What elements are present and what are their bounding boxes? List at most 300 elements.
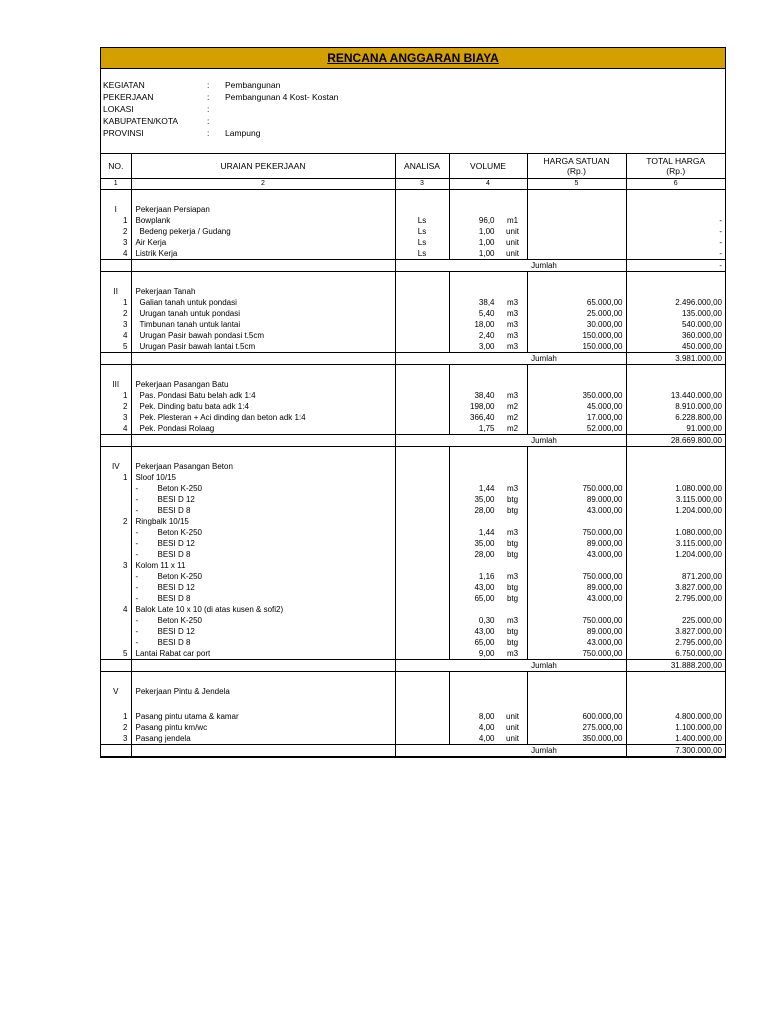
item-total-price: 135.000,00 bbox=[626, 308, 725, 319]
item-volume-unit: m3 bbox=[506, 297, 519, 307]
item-description bbox=[131, 237, 395, 248]
blank-cell bbox=[449, 461, 527, 472]
blank-cell bbox=[626, 447, 725, 462]
item-unit-price: 89.000,00 bbox=[527, 538, 626, 549]
blank-cell bbox=[101, 365, 131, 380]
item-volume bbox=[449, 330, 527, 341]
blank-cell bbox=[101, 435, 131, 447]
item-description-text: Listrik Kerja bbox=[135, 248, 178, 258]
table-row bbox=[101, 472, 725, 483]
info-value: Lampung bbox=[225, 128, 261, 138]
table-row bbox=[101, 593, 725, 604]
item-volume-value: 43,00 bbox=[474, 582, 495, 592]
table-row bbox=[101, 582, 725, 593]
blank-cell bbox=[131, 272, 395, 287]
item-description-text: BESI D 8 bbox=[157, 505, 191, 515]
item-total-price bbox=[626, 604, 725, 615]
item-volume bbox=[449, 516, 527, 527]
item-description bbox=[131, 308, 395, 319]
blank-row bbox=[101, 697, 725, 711]
item-description bbox=[131, 226, 395, 237]
blank-cell bbox=[449, 286, 527, 297]
header-harga-satuan-label: HARGA SATUAN bbox=[543, 156, 610, 166]
item-number: 2 bbox=[123, 401, 128, 411]
blank-cell bbox=[527, 272, 626, 287]
item-description bbox=[131, 494, 395, 505]
item-volume-value: 0,30 bbox=[478, 615, 495, 625]
item-analisa bbox=[395, 330, 449, 341]
item-total-price: - bbox=[626, 237, 725, 248]
item-analisa bbox=[395, 412, 449, 423]
item-number: 3 bbox=[123, 560, 128, 570]
item-number bbox=[101, 637, 131, 648]
item-volume-unit: btg bbox=[506, 626, 519, 636]
item-total-price: 1.080.000,00 bbox=[626, 483, 725, 494]
blank-cell bbox=[527, 190, 626, 205]
item-volume-unit: unit bbox=[506, 226, 519, 236]
item-dash: - bbox=[135, 494, 139, 504]
item-volume bbox=[449, 571, 527, 582]
blank-cell bbox=[101, 353, 131, 365]
item-number: 4 bbox=[123, 604, 128, 614]
item-description bbox=[131, 516, 395, 527]
item-description-text: BESI D 8 bbox=[157, 549, 191, 559]
blank-row bbox=[101, 447, 725, 462]
item-analisa bbox=[395, 401, 449, 412]
blank-cell bbox=[626, 686, 725, 697]
table-row bbox=[101, 390, 725, 401]
item-description-text: Pek. Pondasi Rolaag bbox=[139, 423, 215, 433]
item-volume-unit: btg bbox=[506, 582, 519, 592]
subtotal-value: 31.888.200,00 bbox=[626, 660, 725, 672]
info-row bbox=[103, 79, 280, 91]
section-number: IV bbox=[111, 461, 120, 471]
item-unit-price bbox=[527, 215, 626, 226]
item-analisa bbox=[395, 733, 449, 745]
item-description-text: Beton K-250 bbox=[157, 483, 202, 493]
item-dash: - bbox=[135, 615, 139, 625]
blank-cell bbox=[626, 204, 725, 215]
item-analisa: Ls bbox=[395, 226, 449, 237]
info-label: KABUPATEN/KOTA bbox=[103, 116, 179, 126]
item-total-price: - bbox=[626, 215, 725, 226]
blank-cell bbox=[101, 745, 131, 757]
item-total-price bbox=[626, 472, 725, 483]
section-number: II bbox=[113, 286, 118, 296]
item-analisa bbox=[395, 604, 449, 615]
item-unit-price bbox=[527, 237, 626, 248]
project-info bbox=[101, 69, 725, 154]
item-description-text: BESI D 8 bbox=[157, 593, 191, 603]
section-number: III bbox=[112, 379, 120, 389]
item-dash: - bbox=[135, 593, 139, 603]
table-row bbox=[101, 330, 725, 341]
item-volume-unit: btg bbox=[506, 494, 519, 504]
subtotal-label: Jumlah bbox=[395, 745, 626, 757]
column-number-row bbox=[101, 179, 725, 190]
blank-cell bbox=[626, 272, 725, 287]
item-volume-value: 4,00 bbox=[478, 722, 495, 732]
item-volume-value: 8,00 bbox=[478, 711, 495, 721]
item-volume-value: 198,00 bbox=[470, 401, 495, 411]
item-dash: - bbox=[135, 637, 139, 647]
item-volume-unit: m3 bbox=[506, 390, 519, 400]
item-description bbox=[131, 505, 395, 516]
item-dash: - bbox=[135, 549, 139, 559]
item-number bbox=[101, 626, 131, 637]
item-description bbox=[131, 390, 395, 401]
item-description-text: Beton K-250 bbox=[157, 571, 202, 581]
item-volume-unit: btg bbox=[506, 593, 519, 603]
info-label: LOKASI bbox=[103, 104, 134, 114]
item-number: 1 bbox=[123, 472, 128, 482]
item-volume bbox=[449, 215, 527, 226]
section-title: Pekerjaan Pasangan Batu bbox=[131, 379, 395, 390]
item-description bbox=[131, 733, 395, 745]
item-volume-unit: m3 bbox=[506, 527, 519, 537]
blank-cell bbox=[626, 190, 725, 205]
item-volume-unit: btg bbox=[506, 538, 519, 548]
column-number: 6 bbox=[626, 179, 725, 190]
blank-cell bbox=[527, 686, 626, 697]
item-description-text: Pasang jendela bbox=[135, 733, 191, 743]
blank-cell bbox=[395, 204, 449, 215]
item-number: 3 bbox=[123, 412, 128, 422]
item-volume-value: 18,00 bbox=[474, 319, 495, 329]
section-title: Pekerjaan Pasangan Beton bbox=[131, 461, 395, 472]
item-total-price bbox=[626, 516, 725, 527]
item-total-price: 8.910.000,00 bbox=[626, 401, 725, 412]
item-volume bbox=[449, 412, 527, 423]
item-volume-value: 4,00 bbox=[478, 733, 495, 743]
section-title: Pekerjaan Pintu & Jendela bbox=[131, 686, 395, 697]
item-total-price: 91.000,00 bbox=[626, 423, 725, 435]
item-volume-unit: unit bbox=[506, 722, 519, 732]
blank-cell bbox=[626, 672, 725, 687]
blank-cell bbox=[395, 379, 449, 390]
blank-cell bbox=[395, 272, 449, 287]
table-row bbox=[101, 711, 725, 722]
blank-cell bbox=[449, 697, 527, 711]
item-total-price: 4.800.000,00 bbox=[626, 711, 725, 722]
item-volume-unit: btg bbox=[506, 637, 519, 647]
table-row bbox=[101, 648, 725, 660]
table-row bbox=[101, 549, 725, 560]
blank-cell bbox=[131, 672, 395, 687]
blank-cell bbox=[131, 745, 395, 757]
header-total-harga-label: TOTAL HARGA bbox=[646, 156, 706, 166]
item-unit-price: 350.000,00 bbox=[527, 733, 626, 745]
header-total-harga-unit: (Rp.) bbox=[666, 166, 686, 176]
item-total-price: 1.080.000,00 bbox=[626, 527, 725, 538]
item-unit-price: 750.000,00 bbox=[527, 483, 626, 494]
blank-cell bbox=[626, 461, 725, 472]
item-total-price: 3.827.000,00 bbox=[626, 626, 725, 637]
item-total-price: - bbox=[626, 226, 725, 237]
item-volume bbox=[449, 423, 527, 435]
table-row bbox=[101, 401, 725, 412]
item-number: 4 bbox=[123, 330, 128, 340]
item-unit-price: 350.000,00 bbox=[527, 390, 626, 401]
blank-cell bbox=[395, 697, 449, 711]
header-volume: VOLUME bbox=[449, 154, 527, 179]
info-colon: : bbox=[207, 92, 210, 102]
blank-cell bbox=[395, 672, 449, 687]
blank-cell bbox=[449, 190, 527, 205]
item-number: 3 bbox=[123, 319, 128, 329]
info-colon: : bbox=[207, 80, 210, 90]
item-analisa bbox=[395, 722, 449, 733]
item-number: 2 bbox=[123, 516, 128, 526]
item-description-text: Timbunan tanah untuk lantai bbox=[139, 319, 241, 329]
item-unit-price: 30.000,00 bbox=[527, 319, 626, 330]
item-volume bbox=[449, 494, 527, 505]
table-row bbox=[101, 560, 725, 571]
item-volume bbox=[449, 604, 527, 615]
table-row bbox=[101, 538, 725, 549]
budget-table-body bbox=[101, 154, 725, 757]
item-unit-price: 43.000,00 bbox=[527, 637, 626, 648]
item-description-text: Sloof 10/15 bbox=[135, 472, 176, 482]
item-description bbox=[131, 341, 395, 353]
info-colon: : bbox=[207, 104, 210, 114]
item-volume bbox=[449, 615, 527, 626]
item-description bbox=[131, 582, 395, 593]
item-description bbox=[131, 722, 395, 733]
blank-cell bbox=[395, 447, 449, 462]
section-header-row bbox=[101, 204, 725, 215]
item-volume-value: 3,00 bbox=[478, 341, 495, 351]
table-row bbox=[101, 527, 725, 538]
item-volume-unit: m3 bbox=[506, 330, 519, 340]
item-volume-unit: unit bbox=[506, 237, 519, 247]
item-volume-value: 1,44 bbox=[478, 483, 495, 493]
item-number: 5 bbox=[123, 341, 128, 351]
section-number: V bbox=[113, 686, 119, 696]
item-description bbox=[131, 593, 395, 604]
item-volume bbox=[449, 308, 527, 319]
item-unit-price: 65.000,00 bbox=[527, 297, 626, 308]
item-volume bbox=[449, 560, 527, 571]
header-harga-satuan bbox=[527, 154, 626, 179]
section-header-row bbox=[101, 286, 725, 297]
table-row bbox=[101, 626, 725, 637]
item-volume bbox=[449, 626, 527, 637]
table-row bbox=[101, 733, 725, 745]
item-analisa bbox=[395, 527, 449, 538]
item-unit-price: 45.000,00 bbox=[527, 401, 626, 412]
header-harga-satuan-unit: (Rp.) bbox=[567, 166, 586, 176]
item-volume bbox=[449, 582, 527, 593]
header-no: NO. bbox=[101, 154, 131, 179]
subtotal-row bbox=[101, 660, 725, 672]
item-volume-value: 2,40 bbox=[478, 330, 495, 340]
item-description bbox=[131, 538, 395, 549]
info-row bbox=[103, 115, 225, 127]
item-total-price: 6.750.000,00 bbox=[626, 648, 725, 660]
item-description bbox=[131, 637, 395, 648]
subtotal-row bbox=[101, 745, 725, 757]
blank-cell bbox=[101, 447, 131, 462]
item-volume bbox=[449, 319, 527, 330]
item-analisa bbox=[395, 637, 449, 648]
item-description bbox=[131, 330, 395, 341]
item-analisa bbox=[395, 549, 449, 560]
item-description-text: Urugan tanah untuk pondasi bbox=[139, 308, 241, 318]
item-analisa bbox=[395, 505, 449, 516]
item-description bbox=[131, 711, 395, 722]
info-value: Pembangunan 4 Kost- Kostan bbox=[225, 92, 339, 102]
item-volume-value: 1,75 bbox=[478, 423, 495, 433]
item-description bbox=[131, 423, 395, 435]
item-description bbox=[131, 215, 395, 226]
item-analisa bbox=[395, 483, 449, 494]
blank-row bbox=[101, 672, 725, 687]
item-description-text: Ringbalk 10/15 bbox=[135, 516, 189, 526]
blank-cell bbox=[131, 660, 395, 672]
table-row bbox=[101, 412, 725, 423]
item-dash: - bbox=[135, 505, 139, 515]
item-number: 1 bbox=[123, 390, 128, 400]
blank-cell bbox=[395, 365, 449, 380]
item-volume-unit: m3 bbox=[506, 571, 519, 581]
item-volume-unit: m3 bbox=[506, 319, 519, 329]
blank-cell bbox=[449, 204, 527, 215]
blank-cell bbox=[395, 190, 449, 205]
blank-cell bbox=[527, 672, 626, 687]
item-total-price: 2.795.000,00 bbox=[626, 637, 725, 648]
item-volume-value: 38,4 bbox=[478, 297, 495, 307]
item-analisa: Ls bbox=[395, 237, 449, 248]
blank-cell bbox=[395, 686, 449, 697]
item-analisa bbox=[395, 626, 449, 637]
item-number bbox=[101, 571, 131, 582]
item-description-text: Beton K-250 bbox=[157, 615, 202, 625]
item-volume-unit: m3 bbox=[506, 615, 519, 625]
item-total-price: 1.204.000,00 bbox=[626, 505, 725, 516]
item-total-price: 1.100.000,00 bbox=[626, 722, 725, 733]
item-description-text: Pasang pintu utama & kamar bbox=[135, 711, 239, 721]
item-volume-unit: m2 bbox=[506, 401, 519, 411]
item-volume bbox=[449, 401, 527, 412]
item-analisa bbox=[395, 494, 449, 505]
blank-cell bbox=[626, 365, 725, 380]
item-dash: - bbox=[135, 483, 139, 493]
column-number: 3 bbox=[395, 179, 449, 190]
item-unit-price: 89.000,00 bbox=[527, 582, 626, 593]
item-volume bbox=[449, 472, 527, 483]
blank-row bbox=[101, 190, 725, 205]
blank-cell bbox=[449, 365, 527, 380]
table-row bbox=[101, 615, 725, 626]
item-total-price: 2.496.000,00 bbox=[626, 297, 725, 308]
blank-cell bbox=[626, 697, 725, 711]
item-analisa bbox=[395, 423, 449, 435]
section-header-row bbox=[101, 379, 725, 390]
item-total-price: 13.440.000,00 bbox=[626, 390, 725, 401]
subtotal-label: Jumlah bbox=[395, 260, 626, 272]
subtotal-value: - bbox=[626, 260, 725, 272]
item-volume-unit: m2 bbox=[506, 412, 519, 422]
item-volume bbox=[449, 248, 527, 260]
item-description-text: Bowplank bbox=[135, 215, 171, 225]
item-analisa bbox=[395, 319, 449, 330]
blank-cell bbox=[626, 286, 725, 297]
table-row bbox=[101, 248, 725, 260]
item-volume-value: 1,44 bbox=[478, 527, 495, 537]
item-analisa bbox=[395, 615, 449, 626]
item-description-text: Lantai Rabat car port bbox=[135, 648, 211, 658]
item-description bbox=[131, 472, 395, 483]
item-number bbox=[101, 527, 131, 538]
item-dash: - bbox=[135, 538, 139, 548]
item-analisa bbox=[395, 711, 449, 722]
item-volume bbox=[449, 637, 527, 648]
header-total-harga bbox=[626, 154, 725, 179]
item-volume-value: 1,00 bbox=[478, 237, 495, 247]
item-description-text: BESI D 8 bbox=[157, 637, 191, 647]
item-volume-unit: m3 bbox=[506, 648, 519, 658]
item-total-price: 3.115.000,00 bbox=[626, 538, 725, 549]
item-total-price: 225.000,00 bbox=[626, 615, 725, 626]
table-row bbox=[101, 341, 725, 353]
item-volume-unit: m3 bbox=[506, 483, 519, 493]
item-description bbox=[131, 483, 395, 494]
item-description bbox=[131, 604, 395, 615]
item-total-price: 360.000,00 bbox=[626, 330, 725, 341]
item-description-text: Galian tanah untuk pondasi bbox=[139, 297, 237, 307]
blank-cell bbox=[101, 260, 131, 272]
table-row bbox=[101, 494, 725, 505]
item-number: 2 bbox=[123, 722, 128, 732]
item-volume-unit: m1 bbox=[506, 215, 519, 225]
item-description-text: BESI D 12 bbox=[157, 582, 195, 592]
item-volume bbox=[449, 733, 527, 745]
item-volume bbox=[449, 538, 527, 549]
table-row bbox=[101, 308, 725, 319]
info-row bbox=[103, 103, 225, 115]
blank-cell bbox=[449, 272, 527, 287]
blank-cell bbox=[449, 686, 527, 697]
item-analisa: Ls bbox=[395, 215, 449, 226]
item-dash: - bbox=[135, 571, 139, 581]
item-total-price: 1.400.000,00 bbox=[626, 733, 725, 745]
item-description bbox=[131, 648, 395, 660]
item-number: 2 bbox=[123, 308, 128, 318]
item-description-text: Pek. Dinding batu bata adk 1:4 bbox=[139, 401, 249, 411]
table-row bbox=[101, 505, 725, 516]
subtotal-row bbox=[101, 260, 725, 272]
item-analisa bbox=[395, 538, 449, 549]
item-volume bbox=[449, 648, 527, 660]
blank-row bbox=[101, 272, 725, 287]
item-volume bbox=[449, 297, 527, 308]
budget-sheet bbox=[100, 47, 726, 758]
item-volume-unit: btg bbox=[506, 549, 519, 559]
item-unit-price: 275.000,00 bbox=[527, 722, 626, 733]
blank-cell bbox=[527, 461, 626, 472]
item-volume-value: 28,00 bbox=[474, 549, 495, 559]
blank-cell bbox=[449, 379, 527, 390]
item-unit-price: 150.000,00 bbox=[527, 330, 626, 341]
item-analisa bbox=[395, 582, 449, 593]
item-volume-value: 9,00 bbox=[478, 648, 495, 658]
item-volume bbox=[449, 527, 527, 538]
item-number bbox=[101, 549, 131, 560]
item-description-text: Urugan Pasir bawah pondasi t.5cm bbox=[139, 330, 265, 340]
blank-cell bbox=[395, 286, 449, 297]
item-volume-unit: m3 bbox=[506, 308, 519, 318]
